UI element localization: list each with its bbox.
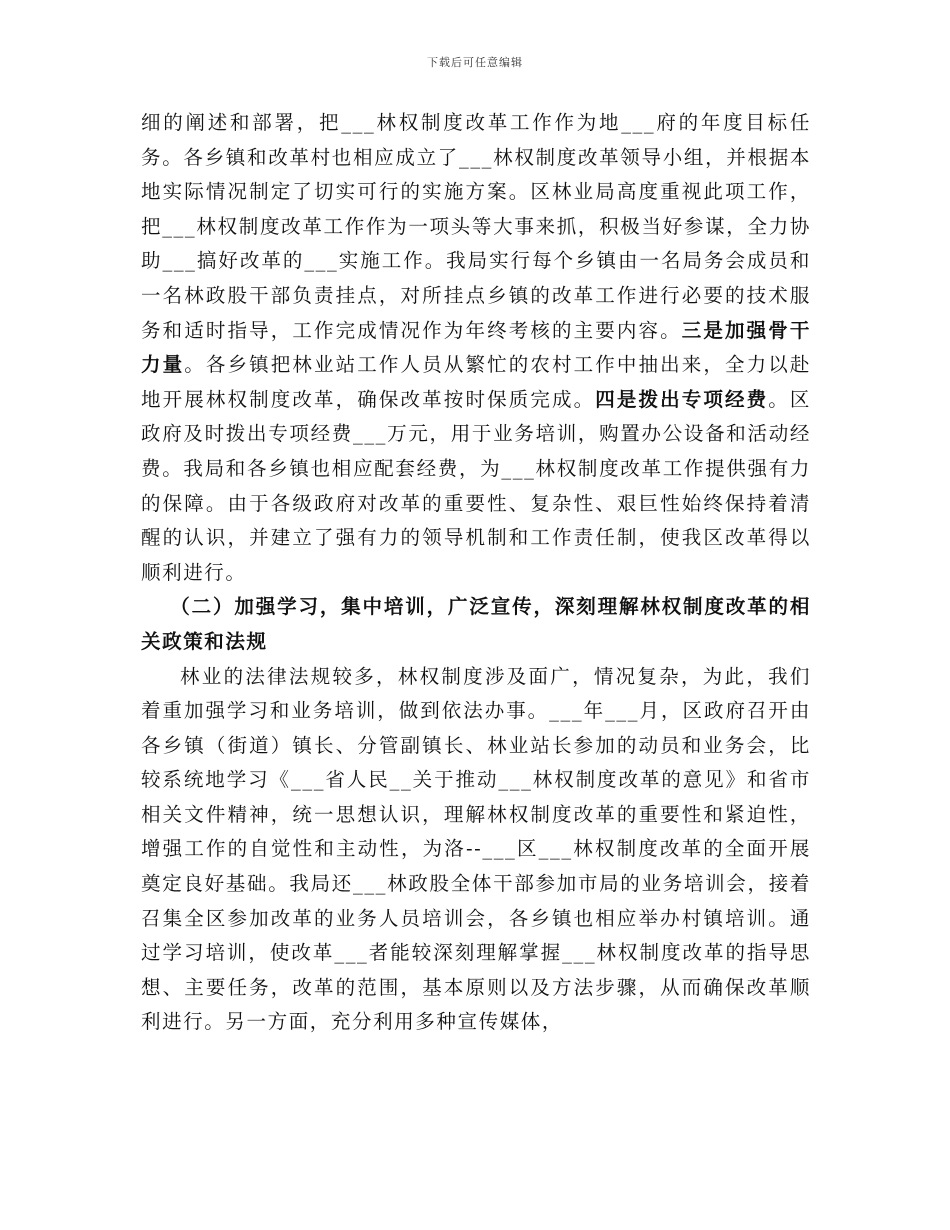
paragraph-1-text-a: 细的阐述和部署，把___林权制度改革工作作为地___府的年度目标任务。各乡镇和改革村也相应成立了___林权制度改革领导小组，并根据本地实际情况制定了切实可行的实施方案。区林业局高度重视此项工作，把___林权制度改革工作作为一项头等大事来抓，积极当好参谋，全力协助___搞好改革的___实施工作。我局实行每个乡镇由一名局务会成员和一名林政股干部负责挂点，对所挂点乡镇的改革工作进行必要的技术服务和适时指导，工作完成情况作为年终考核的主要内容。 [141, 111, 811, 342]
paragraph-1-text-b: 。各乡镇把林业站工作人员从繁忙的农村工作中抽出来，全力以赴地开展林权制度改革，确保改革按时保质完成。 [141, 353, 811, 411]
paragraph-1-text-c: 。区政府及时拨出专项经费___万元，用于业务培训，购置办公设备和活动经费。我局和各乡镇也相应配套经费，为___林权制度改革工作提供强有力的保障。由于各级政府对改革的重要性、复杂性、艰巨性始终保持着清醒的认识，并建立了强有力的领导机制和工作责任制，使我区改革得以顺利进行。 [141, 387, 811, 584]
page-header: 下载后可任意编辑 [427, 56, 523, 69]
paragraph-1 [141, 106, 811, 590]
document-body [141, 106, 811, 1040]
point-four-heading: 四是拨出专项经费 [595, 387, 769, 411]
paragraph-2: 林业的法律法规较多，林权制度涉及面广，情况复杂，为此，我们着重加强学习和业务培训，做到依法办事。___年___月，区政府召开由各乡镇（街道）镇长、分管副镇长、林业站长参加的动员和业务会，比较系统地学习《___省人民__关于推动___林权制度改革的意见》和省市相关文件精神，统一思想认识，理解林权制度改革的重要性和紧迫性，增强工作的自觉性和主动性，为洛--___区___林权制度改革的全面开展奠定良好基础。我局还___林政股全体干部参加市局的业务培训会，接着召集全区参加改革的业务人员培训会，各乡镇也相应举办村镇培训。通过学习培训，使改革___者能较深刻理解掌握___林权制度改革的指导思想、主要任务，改革的范围，基本原则以及方法步骤，从而确保改革顺利进行。另一方面，充分利用多种宣传媒体， [141, 664, 811, 1034]
section-heading-2: （二）加强学习，集中培训，广泛宣传，深刻理解林权制度改革的相关政策和法规 [141, 595, 811, 653]
point-three-heading: 三是加强骨干力量 [141, 318, 811, 377]
